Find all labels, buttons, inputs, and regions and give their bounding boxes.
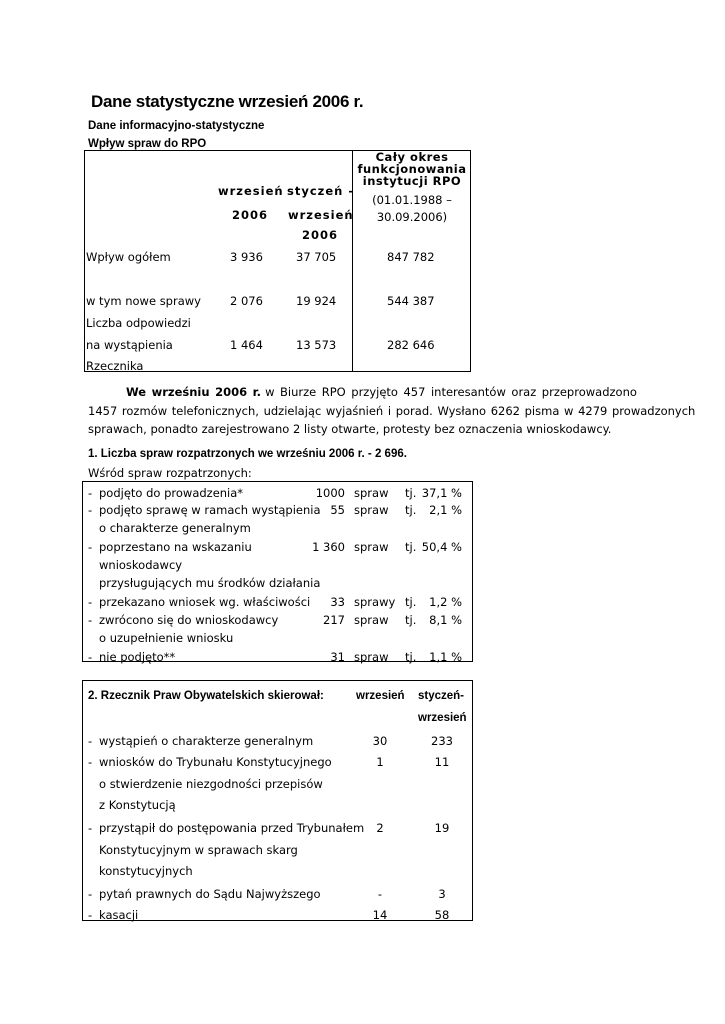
para-word: 457 [403,385,426,399]
para-word: przeprowadzono [541,385,637,399]
paragraph-line-1 [88,383,637,402]
page-title: Dane statystyczne wrzesień 2006 r. [91,92,364,111]
col-header-date-end: 30.09.2006) [376,210,448,224]
col-header-funkcjonowania: funkcjonowania [357,162,467,176]
para-word: przyjęto [351,385,398,399]
row-value-styczen: 233 [431,734,453,748]
row-dash: - [88,613,93,627]
value-wplyw-caly: 847 782 [387,250,435,264]
col-header-wrzesien-2: wrzesień [356,690,405,702]
row-label-odpowiedzi-1: Liczba odpowiedzi [86,316,191,330]
row-value-wrzesien: 1 [376,755,384,769]
row-label: z Konstytucją [99,798,176,812]
table-top-rule [82,481,473,482]
row-tj: tj. [405,540,417,554]
section-intro: Wśród spraw rozpatrzonych: [88,466,252,480]
row-dash: - [88,755,93,769]
row-label-wplyw-ogolem: Wpływ ogółem [86,250,171,264]
row-label: zwrócono się do wnioskodawcy [99,613,279,627]
row-dash: - [88,503,93,517]
para-word [253,383,275,402]
row-label: o charakterze generalnym [99,521,251,535]
row-label: o stwierdzenie niezgodności przepisów [99,777,323,791]
row-label-odpowiedzi-2: na wystąpienia [86,338,173,352]
row-label: o uzupełnienie wniosku [99,631,234,645]
row-unit: spraw [354,486,389,500]
row-count: 1000 [315,486,345,500]
row-count: 55 [330,503,345,517]
value-nowe-caly: 544 387 [387,294,435,308]
col-header-date-start: (01.01.1988 – [372,193,452,207]
row-dash: - [88,486,93,500]
row-label: wniosków do Trybunału Konstytucyjnego [99,755,332,769]
value-odp-caly: 282 646 [387,338,435,352]
row-label: przystąpił do postępowania przed Trybunałem [99,821,365,835]
para-word: oraz [511,385,537,399]
value-wplyw-wrzesien: 3 936 [230,250,263,264]
col-header-styczen-month: wrzesień [288,208,354,222]
para-word-w: w [265,385,275,399]
row-dash: - [88,887,93,901]
row-label: nie podjęto** [99,650,176,664]
row-value-styczen: 58 [434,908,450,922]
row-unit: sprawy [354,595,396,609]
col-header-styczen-year: 2006 [302,228,339,242]
row-value-styczen: 11 [434,755,450,769]
para-word: RPO [321,385,346,399]
row-label: wystąpień o charakterze generalnym [99,734,314,748]
row-label: przekazano wniosek wg. właściwości [99,595,311,609]
row-dash: - [88,908,93,922]
row-percent: 50,4 % [421,540,462,554]
row-label: kasacji [99,908,139,922]
row-percent: 8,1 % [429,613,462,627]
col-header-caly-okres: Cały okres [375,150,449,164]
row-unit: spraw [354,650,389,664]
row-unit: spraw [354,613,389,627]
para-word: interesantów [430,385,506,399]
table-left-rule [82,481,83,662]
row-label: poprzestano na wskazaniu [99,540,252,554]
row-dash: - [88,821,93,835]
row-percent: 1,2 % [429,595,462,609]
row-dash: - [88,540,93,554]
section-heading-rozpatrzone: 1. Liczba spraw rozpatrzonych we wrześniu 2006 r. - 2 696. [88,448,407,460]
value-nowe-wrzesien: 2 076 [230,294,263,308]
row-dash: - [88,650,93,664]
paragraph-line-2: 1457 rozmów telefonicznych, udzielając wyjaśnień i porad. Wysłano 6262 pisma w 4279 prowadzonych [88,404,696,418]
row-label: przysługujących mu środków działania [99,576,321,590]
para-word: wrześniu [151,385,210,399]
row-dash: - [88,595,93,609]
col-header-styczen: styczeń - [287,184,355,198]
row-tj: tj. [405,650,417,664]
col-header-wrzesien-year: 2006 [232,208,269,222]
value-odp-wrzesien: 1 464 [230,338,263,352]
col-header-instytucji: instytucji RPO [362,174,462,188]
row-percent: 2,1 % [429,503,462,517]
section-heading-skierowal: 2. Rzecznik Praw Obywatelskich skierował: [88,690,324,702]
section-heading-wplyw: Wpływ spraw do RPO [88,138,207,150]
value-odp-styczen: 13 573 [296,338,337,352]
para-word-r: r. [252,385,262,399]
value-nowe-styczen: 19 924 [296,294,337,308]
value-wplyw-styczen: 37 705 [296,250,337,264]
row-value-wrzesien: 30 [372,734,388,748]
table-right-rule [472,481,473,662]
document-subtitle: Dane informacyjno-statystyczne [88,120,265,132]
row-label: podjęto sprawę w ramach wystąpienia [99,503,321,517]
row-unit: spraw [354,503,389,517]
row-percent: 37,1 % [421,486,462,500]
row-value-wrzesien: 14 [372,908,388,922]
row-tj: tj. [405,595,417,609]
row-percent: 1,1 % [429,650,462,664]
row-count: 31 [330,650,345,664]
row-count: 33 [330,595,345,609]
row-label: podjęto do prowadzenia* [99,486,244,500]
row-value-wrzesien: - [377,887,383,901]
row-tj: tj. [405,613,417,627]
row-tj: tj. [405,486,417,500]
row-dash: - [88,734,93,748]
row-count: 1 360 [312,540,345,554]
row-count: 217 [323,613,345,627]
row-value-styczen: 19 [434,821,450,835]
row-label: konstytucyjnych [99,864,193,878]
para-word: We [126,385,147,399]
row-value-wrzesien: 2 [376,821,384,835]
row-label: pytań prawnych do Sądu Najwyższego [99,887,321,901]
para-word: 2006 [215,385,248,399]
row-label: wnioskodawcy [99,558,183,572]
row-value-styczen: 3 [438,887,446,901]
row-label-odpowiedzi-3: Rzecznika [86,359,144,373]
paragraph-line-3: sprawach, ponadto zarejestrowano 2 listy otwarte, protesty bez oznaczenia wnioskodawcy. [88,422,612,436]
col-header-wrzesien: wrzesień [218,184,284,198]
row-label: Konstytucyjnym w sprawach skarg [99,843,298,857]
row-label-nowe-sprawy: w tym nowe sprawy [86,294,201,308]
col-header-styczen-2b: wrzesień [418,712,467,724]
row-tj: tj. [405,503,417,517]
para-word: Biurze [280,385,317,399]
col-header-styczen-2: styczeń- [418,690,465,702]
row-unit: spraw [354,540,389,554]
